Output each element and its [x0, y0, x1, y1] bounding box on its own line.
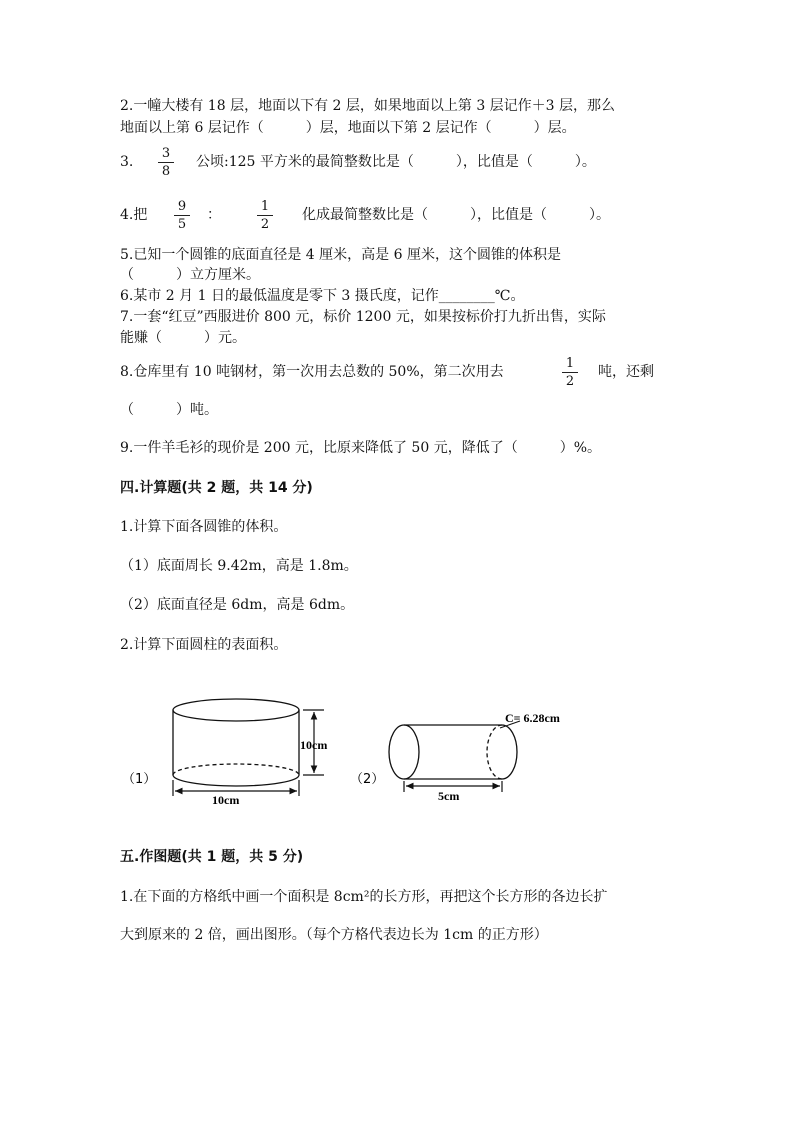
q8-fraction-numerator: 1: [565, 356, 575, 371]
height-label: 10cm: [300, 738, 328, 752]
q4-fraction1-numerator: 9: [177, 199, 187, 214]
figure1-label: （1）: [122, 772, 157, 787]
circumference-label: C= 6.28cm: [505, 711, 560, 725]
q4-text: 化成最简整数比是（ ），比值是（ ）。: [302, 207, 610, 223]
q4-colon: ：: [207, 207, 221, 223]
q7-line1: 7.一套“红豆”西服进价 800 元，标价 1200 元，如果按标价打九折出售，实际: [120, 309, 606, 325]
horizontal-cylinder: [389, 725, 517, 779]
q5-line2: （ ）立方厘米。: [120, 267, 260, 283]
q4-fraction2-numerator: 1: [260, 199, 270, 214]
q4-fraction1-bar: [174, 215, 190, 216]
q2-line2: 地面以上第 6 层记作（ ）层，地面以下第 2 层记作（ ）层。: [120, 120, 576, 136]
q8-fraction: [562, 356, 578, 389]
width-label: 10cm: [212, 793, 240, 807]
q4-fraction2-bar: [257, 215, 273, 216]
section4-p1: 1.计算下面各圆锥的体积。: [120, 519, 288, 535]
q3-fraction-bar: [158, 162, 174, 163]
section4-p1a: （1）底面周长 9.42m，高是 1.8m。: [120, 558, 358, 574]
upright-cylinder: [173, 699, 299, 786]
section4-heading: 四.计算题(共 2 题，共 14 分): [120, 480, 313, 496]
q8-line1: 8.仓库里有 10 吨钢材，第一次用去总数的 50%，第二次用去: [120, 364, 504, 380]
q4-prefix: 4.把: [120, 207, 148, 223]
q8-fraction-bar: [562, 372, 578, 373]
section5-line2: 大到原来的 2 倍，画出图形。（每个方格代表边长为 1cm 的正方形）: [120, 927, 548, 943]
q7-line2: 能赚（ ）元。: [120, 330, 246, 346]
q8-line2: （ ）吨。: [120, 402, 218, 418]
section4-p1b: （2）底面直径是 6dm，高是 6dm。: [120, 597, 355, 613]
section5-line1: 1.在下面的方格纸中画一个面积是 8cm²的长方形，再把这个长方形的各边长扩: [120, 889, 608, 905]
q6-text: 6.某市 2 月 1 日的最低温度是零下 3 摄氏度，记作________℃。: [120, 288, 525, 304]
section4-p2: 2.计算下面圆柱的表面积。: [120, 637, 288, 653]
q8-line1-end: 吨，还剩: [598, 364, 654, 380]
cylinder-figures: [0, 690, 794, 830]
q3-fraction: [158, 146, 174, 179]
length-label: 5cm: [438, 789, 460, 803]
q4-fraction1: [174, 199, 190, 232]
q3-fraction-numerator: 3: [161, 146, 171, 161]
q3-number: 3.: [120, 154, 134, 170]
q3-fraction-denominator: 8: [161, 164, 171, 179]
q4-fraction2: [257, 199, 273, 232]
section5-heading: 五.作图题(共 1 题，共 5 分): [120, 849, 304, 865]
q5-line1: 5.已知一个圆锥的底面直径是 4 厘米，高是 6 厘米，这个圆锥的体积是: [120, 247, 561, 263]
q4-fraction2-denominator: 2: [260, 217, 270, 232]
q2-line1: 2.一幢大楼有 18 层，地面以下有 2 层，如果地面以上第 3 层记作＋3 层，那么: [120, 98, 616, 114]
q9-text: 9.一件羊毛衫的现价是 200 元，比原来降低了 50 元，降低了（ ）%。: [120, 440, 601, 456]
q8-fraction-denominator: 2: [565, 374, 575, 389]
q3-text: 公顷:125 平方米的最简整数比是（ ），比值是（ ）。: [196, 154, 596, 170]
figure2-label: （2）: [350, 772, 385, 787]
q4-fraction1-denominator: 5: [177, 217, 187, 232]
